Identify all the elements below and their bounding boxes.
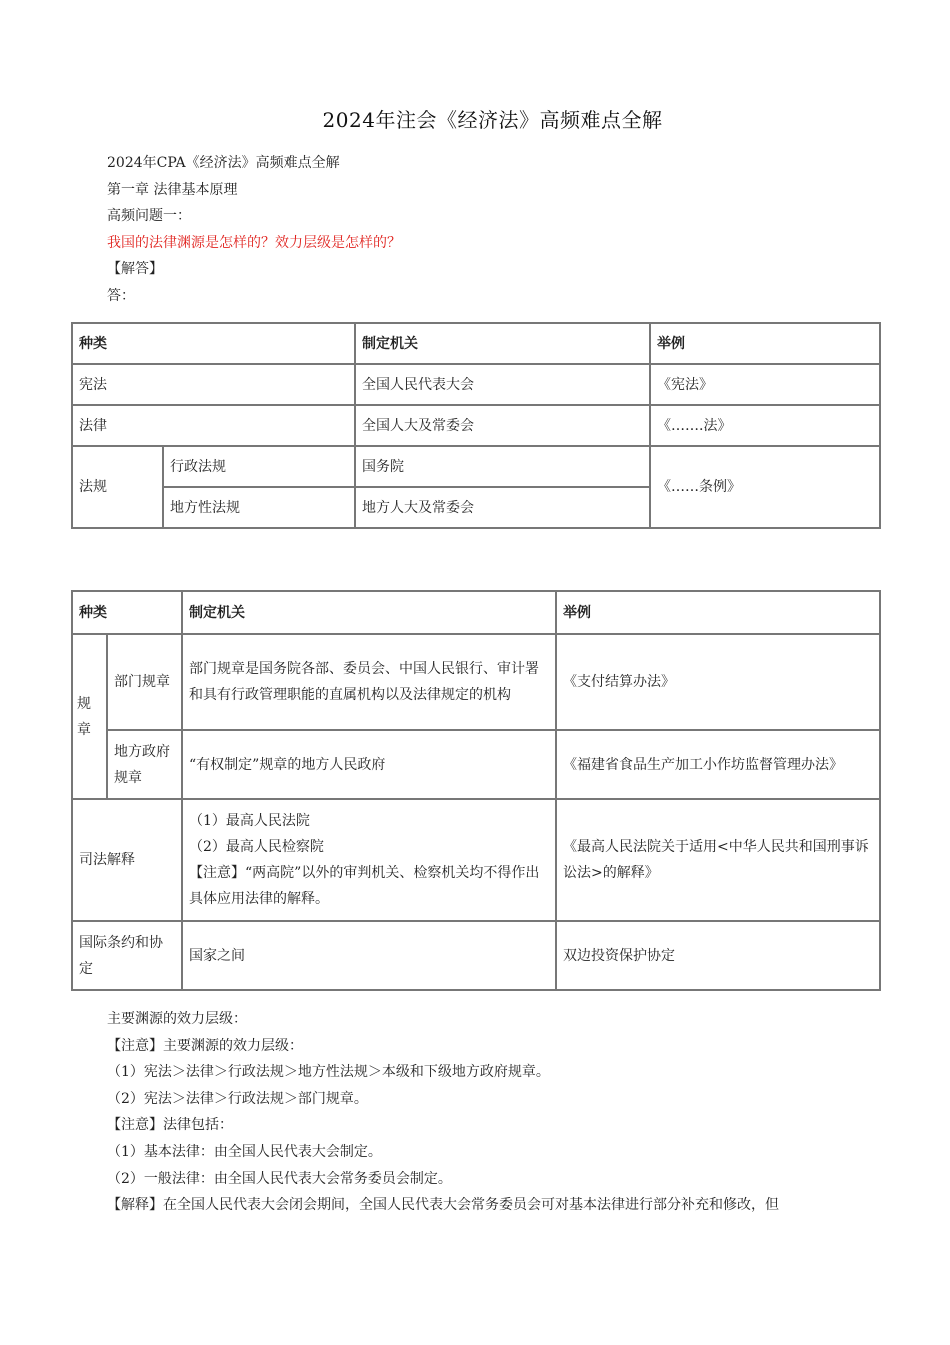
page-title: 2024年注会《经济法》高频难点全解: [322, 108, 663, 132]
cell-org: 部门规章是国务院各部、委员会、中国人民银行、审计署和具有行政管理职能的直属机构以及法律规定的机构: [182, 634, 556, 730]
notes-line: （2）一般法律：由全国人民代表大会常务委员会制定。: [107, 1170, 452, 1187]
cell-example: 《…….法》: [650, 405, 880, 446]
table-header-row: [72, 323, 880, 364]
cell-org: 全国人大及常委会: [355, 405, 650, 446]
cell-kind: 国际条约和协定: [72, 921, 182, 990]
answer-tag: 【解答】: [107, 261, 163, 278]
header-example: 举例: [650, 323, 880, 364]
table-row: [72, 364, 880, 405]
cell-kind: 规章: [72, 634, 107, 799]
cell-org: [182, 799, 556, 921]
cell-org-line: （2）最高人民检察院: [189, 839, 324, 855]
law-source-table-1: [71, 322, 881, 529]
intro-line-subtitle: 2024年CPA《经济法》高频难点全解: [107, 155, 340, 171]
cell-kind: 法律: [72, 405, 355, 446]
notes-line: 【注意】主要渊源的效力层级：: [107, 1037, 303, 1054]
cell-example: 《……条例》: [650, 446, 880, 528]
table-row: [72, 634, 880, 730]
notes-line: （1）宪法＞法律＞行政法规＞地方性法规＞本级和下级地方政府规章。: [107, 1064, 550, 1081]
cell-example: 《最高人民法院关于适用<中华人民共和国刑事诉讼法>的解释》: [556, 799, 880, 921]
law-source-table-2: [71, 590, 881, 991]
question-text: 我国的法律渊源是怎样的？效力层级是怎样的？: [107, 234, 401, 251]
cell-org: 地方人大及常委会: [355, 487, 650, 528]
table-row: [72, 921, 880, 990]
cell-example: 双边投资保护协定: [556, 921, 880, 990]
cell-example: 《宪法》: [650, 364, 880, 405]
table-row: [72, 405, 880, 446]
header-kind: 种类: [72, 591, 182, 634]
question-number: 高频问题一：: [107, 208, 191, 225]
table-row: [72, 799, 880, 921]
header-org: 制定机关: [355, 323, 650, 364]
cell-kind: 宪法: [72, 364, 355, 405]
cell-example: 《支付结算办法》: [556, 634, 880, 730]
cell-subkind: 行政法规: [163, 446, 355, 487]
cell-subkind: 地方性法规: [163, 487, 355, 528]
header-kind: 种类: [72, 323, 355, 364]
table-header-row: [72, 591, 880, 634]
notes-section: [107, 1006, 887, 1219]
cell-subkind: 地方政府规章: [107, 730, 182, 799]
cell-org: “有权制定”规章的地方人民政府: [182, 730, 556, 799]
cell-example: 《福建省食品生产加工小作坊监督管理办法》: [556, 730, 880, 799]
table-row: [72, 730, 880, 799]
notes-line: （1）基本法律：由全国人民代表大会制定。: [107, 1143, 382, 1160]
chapter-heading: 第一章 法律基本原理: [107, 181, 238, 198]
cell-subkind: 部门规章: [107, 634, 182, 730]
notes-line: （2）宪法＞法律＞行政法规＞部门规章。: [107, 1090, 368, 1107]
notes-line: 【解释】在全国人民代表大会闭会期间，全国人民代表大会常务委员会可对基本法律进行部分补充和修改，但: [107, 1197, 779, 1214]
table-row: [72, 446, 880, 487]
header-example: 举例: [556, 591, 880, 634]
intro-section: [107, 150, 887, 310]
notes-line: 【注意】法律包括：: [107, 1117, 233, 1134]
cell-org-note: 【注意】“两高院”以外的审判机关、检察机关均不得作出具体应用法律的解释。: [189, 865, 540, 907]
notes-line: 主要渊源的效力层级：: [107, 1011, 247, 1027]
cell-kind: 司法解释: [72, 799, 182, 921]
cell-org: 国务院: [355, 446, 650, 487]
cell-kind: 法规: [72, 446, 163, 528]
header-org: 制定机关: [182, 591, 556, 634]
cell-org: 国家之间: [182, 921, 556, 990]
cell-org-line: （1）最高人民法院: [189, 813, 310, 829]
cell-org: 全国人民代表大会: [355, 364, 650, 405]
answer-label: 答：: [107, 287, 135, 304]
